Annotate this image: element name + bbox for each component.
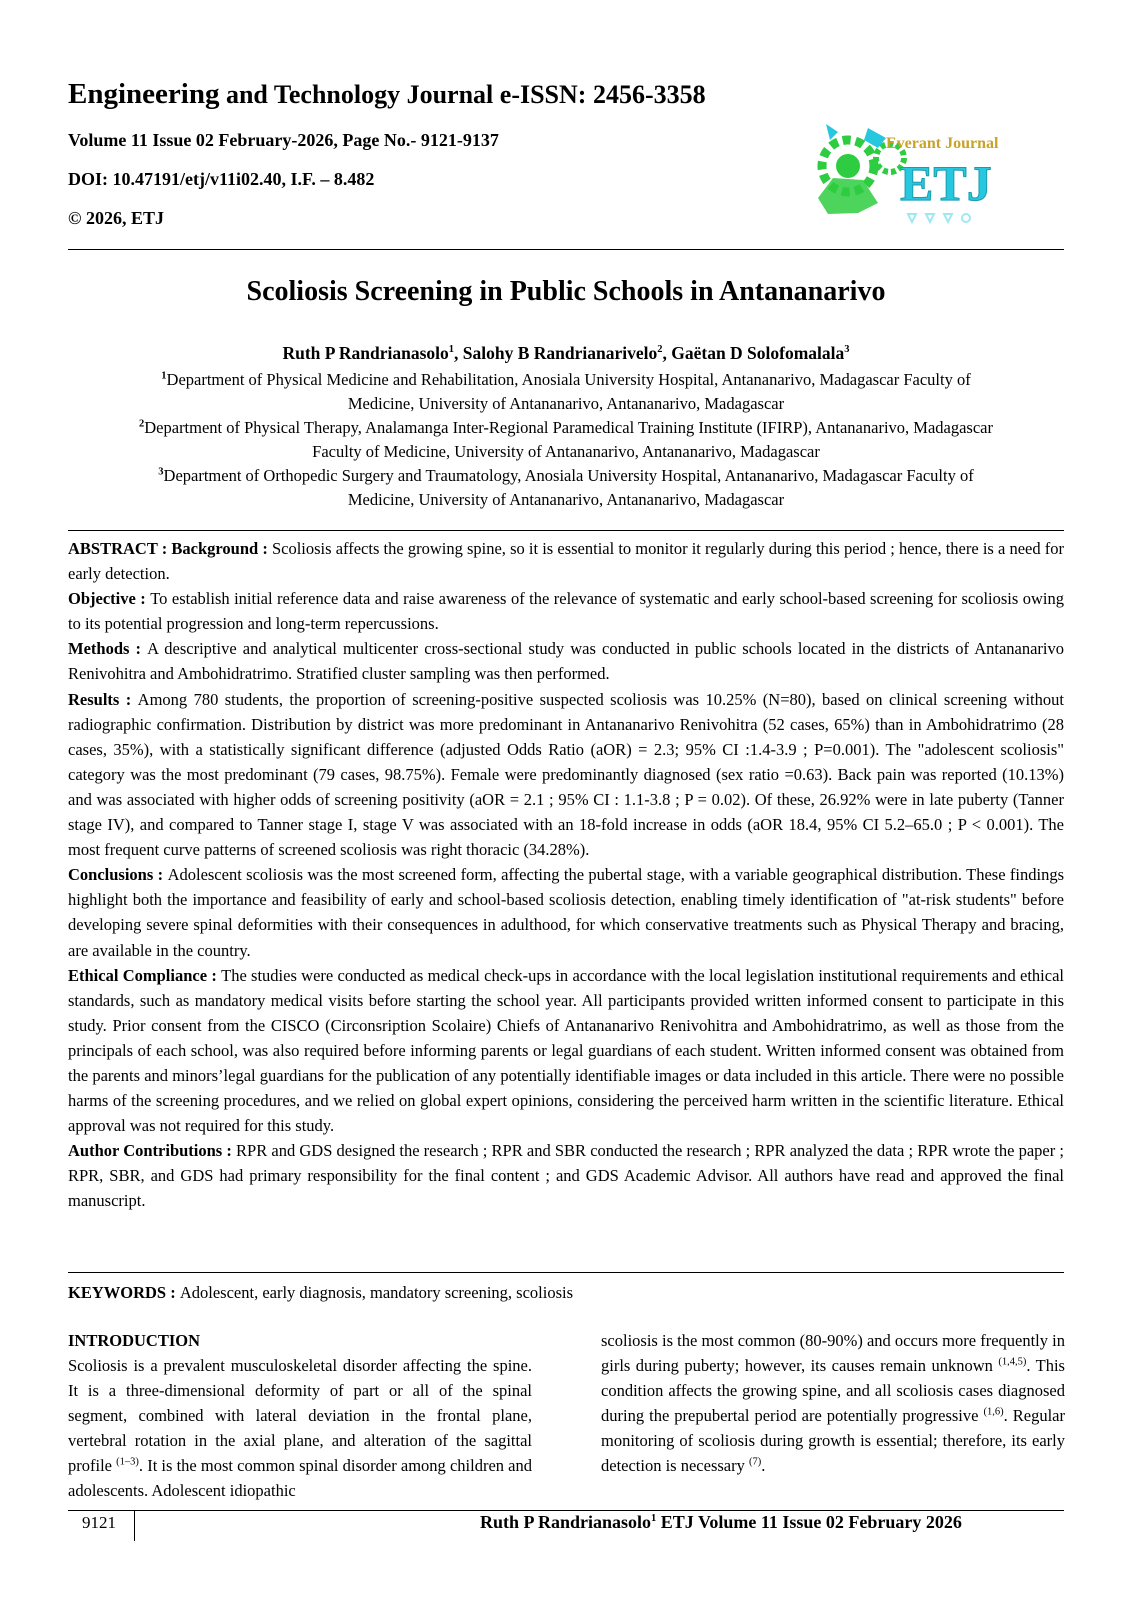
background-label: Background :	[171, 539, 272, 558]
page-number: 9121	[82, 1513, 116, 1532]
author-separator: ,	[454, 343, 463, 363]
affiliation	[90, 368, 1042, 416]
author-affiliation-number: 1	[448, 344, 454, 356]
citation: (1,4,5)	[998, 1356, 1027, 1368]
intro-paragraph	[601, 1328, 1065, 1478]
intro-text: . This condition affects the growing spine, and all scoliosis cases diagnosed during the prepubertal period are potentially progressive	[601, 1356, 1065, 1425]
footer-divider	[68, 1510, 1064, 1511]
background-text: Scoliosis affects the growing spine, so it is essential to monitor it regularly during this period ; hence, there is a need for early detection.	[68, 539, 1064, 584]
footer-author: Ruth P Randrianasolo	[480, 1512, 652, 1532]
keywords	[68, 1283, 573, 1303]
abstract	[68, 536, 1064, 1214]
footer-separator	[134, 1511, 135, 1541]
affiliation-line: Faculty of Medicine, University of Antananarivo, Antananarivo, Madagascar	[312, 442, 820, 461]
footer-citation	[480, 1512, 962, 1533]
etj-logo	[808, 118, 1022, 228]
author-affiliation-number: 3	[844, 344, 850, 356]
intro-text: scoliosis is the most common (80-90%) and occurs more frequently in girls during puberty; however, its causes remain unknown	[601, 1331, 1065, 1375]
abstract-top-divider	[68, 530, 1064, 531]
ethics-label: Ethical Compliance :	[68, 965, 222, 985]
conclusions-label: Conclusions :	[68, 865, 168, 885]
citation: (1–3)	[116, 1456, 139, 1468]
logo-main-text: ETJ	[900, 155, 992, 211]
abstract-methods	[68, 636, 1064, 686]
intro-heading: INTRODUCTION	[68, 1331, 201, 1350]
intro-text: Scoliosis is a prevalent musculoskeletal disorder affecting the spine. It is a three-dimensional deformity of part or all of the spinal segment, combined with lateral deviation in the frontal plane, vertebral rotation in the axial plane, and alteration of the sagittal profile	[68, 1356, 532, 1475]
abstract-bottom-divider	[68, 1272, 1064, 1273]
author-separator: ,	[662, 343, 672, 363]
intro-left-column	[68, 1328, 532, 1503]
footer-journal: ETJ Volume 11 Issue 02 February 2026	[656, 1512, 962, 1532]
contrib-text: RPR and GDS designed the research ; RPR and SBR conducted the research ; RPR analyzed the data ; RPR wrote the paper ; RPR, SBR, and GDS had primary responsibility for the final content ; and GDS Academic Advisor. All authors have read and approved the final manuscript.	[68, 1141, 1064, 1211]
affiliation-number: 1	[161, 370, 167, 382]
affiliation-line: Medicine, University of Antananarivo, Antananarivo, Madagascar	[347, 394, 785, 413]
intro-right-column	[601, 1328, 1065, 1478]
affiliation-line: Medicine, University of Antananarivo, Antananarivo, Madagascar	[347, 490, 785, 509]
methods-text: A descriptive and analytical multicenter cross-sectional study was conducted in public schools located in the districts of Antananarivo Renivohitra and Ambohidratrimo. Stratified cluster sampling was then performed.	[68, 639, 1064, 684]
ethics-text: The studies were conducted as medical check-ups in accordance with the local legislation institutional requirements and ethical standards, such as mandatory medical visits before starting the school year. All participants provided written informed consent to participate in this study. Prior consent from the CISCO (Circonsription Scolaire) Chiefs of Antananarivo Renivohitra and Ambohidratrimo, as well as those from the principals of each school, was also required before informing parents or legal guardians of each student. Written informed consent was obtained from the parents and minors’legal guardians for the publication of any potentially identifiable images or data included in this article. There were no possible harms of the screening procedures, and we relied on global expert opinions, considering the perceived harm written in the scientific literature. Ethical approval was not required for this study.	[68, 965, 1064, 1136]
citation: (7)	[748, 1456, 762, 1468]
author-name: Gaëtan D Solofomalala	[671, 343, 845, 363]
author-list	[0, 343, 1132, 364]
affiliation	[90, 416, 1042, 464]
author-name: Salohy B Randrianarivelo	[462, 343, 658, 363]
decorative-shapes-icon	[908, 214, 970, 222]
intro-paragraph	[68, 1353, 532, 1503]
affiliation	[90, 464, 1042, 512]
results-label: Results :	[68, 689, 138, 709]
abstract-objective	[68, 586, 1064, 636]
journal-title-first-word: Engineering	[68, 78, 220, 110]
author-name: Ruth P Randrianasolo	[282, 343, 449, 363]
author-affiliation-number: 2	[657, 344, 663, 356]
paper-title: Scoliosis Screening in Public Schools in Antananarivo	[246, 276, 886, 307]
doi-info: DOI: 10.47191/etj/v11i02.40, I.F. – 8.482	[68, 169, 375, 189]
affiliation-line: Department of Physical Therapy, Analamanga Inter-Regional Paramedical Training Institute (IFIRP), Antananarivo, Madagascar	[144, 418, 993, 437]
journal-title-rest: and Technology Journal e-ISSN: 2456-3358	[219, 80, 706, 109]
affiliations	[90, 368, 1042, 512]
abstract-results	[68, 687, 1064, 863]
logo-top-text: Everant Journal	[886, 135, 999, 152]
affiliation-line: Department of Orthopedic Surgery and Traumatology, Anosiala University Hospital, Antananarivo, Madagascar Faculty of	[163, 466, 974, 485]
abstract-background	[68, 536, 1064, 586]
copyright: © 2026, ETJ	[68, 208, 164, 228]
abstract-label: ABSTRACT :	[68, 539, 172, 558]
footer-author-sup: 1	[651, 1513, 657, 1524]
abstract-ethics	[68, 963, 1064, 1139]
citation: (1,6)	[983, 1406, 1004, 1418]
objective-label: Objective :	[68, 589, 151, 609]
intro-text: . It is the most common spinal disorder among children and adolescents. Adolescent idiopathic	[68, 1456, 532, 1500]
header-divider	[68, 249, 1064, 250]
journal-title	[68, 78, 706, 111]
objective-text: To establish initial reference data and raise awareness of the relevance of systematic and early school-based screening for scoliosis owing to its potential progression and long-term repercussions.	[68, 589, 1064, 634]
contrib-label: Author Contributions :	[68, 1141, 237, 1161]
keywords-text: Adolescent, early diagnosis, mandatory screening, scoliosis	[179, 1283, 573, 1302]
affiliation-number: 2	[139, 418, 145, 430]
intro-text: .	[761, 1456, 766, 1475]
abstract-contributions	[68, 1138, 1064, 1213]
volume-info: Volume 11 Issue 02 February-2026, Page No.- 9121-9137	[68, 130, 499, 150]
intro-text: . Regular monitoring of scoliosis during growth is essential; therefore, its early detection is necessary	[601, 1406, 1065, 1475]
affiliation-number: 3	[158, 466, 164, 478]
methods-label: Methods :	[68, 639, 148, 659]
abstract-conclusions	[68, 862, 1064, 962]
keywords-label: KEYWORDS :	[68, 1283, 180, 1302]
conclusions-text: Adolescent scoliosis was the most screened form, affecting the pubertal stage, with a variable geographical distribution. These findings highlight both the importance and feasibility of early and school-based scoliosis detection, enabling timely identification of "at-risk students" before developing severe spinal deformities with their consequences in adulthood, for which conservative treatments such as Physical Therapy and bracing, are available in the country.	[68, 865, 1064, 960]
results-text: Among 780 students, the proportion of screening-positive suspected scoliosis was 10.25% (N=80), based on clinical screening without radiographic confirmation. Distribution by district was more predominant in Antananarivo Renivohitra (52 cases, 65%) than in Ambohidratrimo (28 cases, 35%), with a statistically significant difference (adjusted Odds Ratio (aOR) = 2.3; 95% CI :1.4-3.9 ; P=0.001). The "adolescent scoliosis" category was the most predominant (79 cases, 98.75%). Female were predominantly diagnosed (sex ratio =0.63). Back pain was reported (10.13%) and was associated with higher odds of screening positivity (aOR = 2.1 ; 95% CI : 1.1-3.8 ; P = 0.02). Of these, 26.92% were in late puberty (Tanner stage IV), and compared to Tanner stage I, stage V was associated with an 18-fold increase in odds (aOR 18.4, 95% CI 5.2–65.0 ; P < 0.001). The most frequent curve patterns of screened scoliosis was right thoracic (34.28%).	[68, 689, 1064, 860]
affiliation-line: Department of Physical Medicine and Rehabilitation, Anosiala University Hospital, Antananarivo, Madagascar Faculty of	[166, 370, 971, 389]
